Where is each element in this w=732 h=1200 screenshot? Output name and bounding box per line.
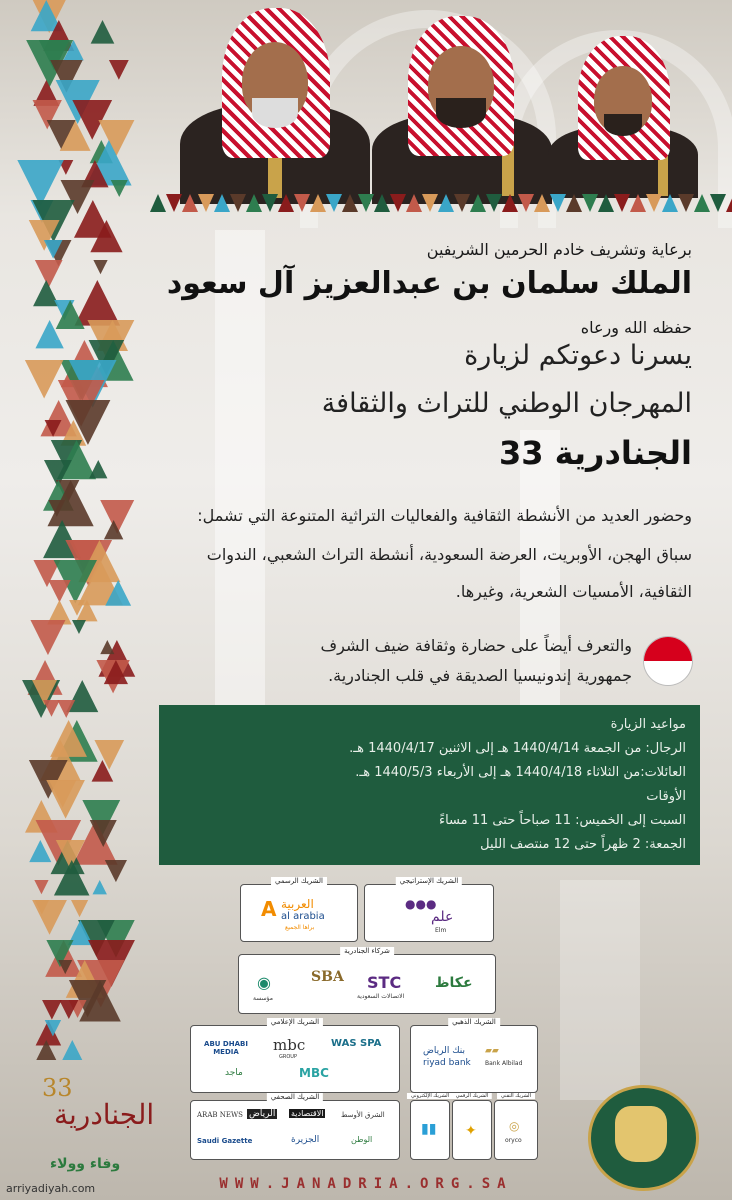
electronic-partner-caption: الشريك الإلكتروني	[407, 1093, 453, 1099]
decorative-triangle	[75, 280, 121, 326]
strategic-partner-caption: الشريك الإستراتيجي	[396, 877, 462, 885]
janadria-partners-box	[238, 947, 496, 1014]
decorative-triangle	[294, 194, 310, 212]
janadria-logo-slogan: وفاء وولاء	[50, 1156, 121, 1172]
janadria-logo	[32, 1072, 155, 1182]
oryco-icon: ◎	[509, 1119, 520, 1133]
press-partner-caption: الشريك الصحفي	[267, 1093, 323, 1101]
decorative-triangle	[694, 194, 710, 212]
spa-logo: WAS SPA	[331, 1038, 382, 1049]
decorative-triangle	[71, 900, 88, 917]
decorative-triangle	[518, 194, 534, 212]
official-partner-caption: الشريك الرسمي	[271, 877, 327, 885]
riyad-bank-logo-ar: بنك الرياض	[423, 1046, 466, 1056]
invite-text: يسرنا دعوتكم لزيارة	[464, 340, 692, 371]
background-pillar	[560, 880, 640, 1100]
janadria-logo-number: 33	[42, 1074, 73, 1102]
majid-logo: ماجد	[225, 1068, 243, 1078]
decorative-triangle	[166, 194, 182, 212]
asharq-alawsat-logo: الشرق الأوسط	[341, 1111, 385, 1119]
tech-partner-caption: الشريك التقني	[497, 1093, 535, 1099]
decorative-triangle	[358, 194, 374, 212]
decorative-triangle	[111, 180, 128, 197]
decorative-triangle	[502, 194, 518, 212]
source-credit: arriyadiyah.com	[6, 1182, 96, 1195]
decorative-triangle	[262, 194, 278, 212]
decorative-triangle	[35, 260, 63, 288]
org-logo: مؤسسة	[253, 995, 273, 1002]
decorative-triangle	[710, 194, 726, 212]
globe-icon: ◉	[257, 973, 271, 992]
decorative-triangle	[32, 900, 67, 935]
decorative-triangle	[182, 194, 198, 212]
decorative-triangle	[678, 194, 694, 212]
blessing-text: حفظه الله ورعاه	[580, 318, 692, 337]
official-partner-box	[240, 877, 358, 942]
mbc-logo-sub: GROUP	[279, 1054, 297, 1060]
decorative-triangle	[48, 580, 70, 602]
portrait-king	[180, 8, 370, 198]
festival-name: المهرجان الوطني للتراث والثقافة	[321, 388, 692, 419]
press-partner-box	[190, 1093, 400, 1160]
decorative-triangle	[598, 194, 614, 212]
decorative-triangle	[646, 194, 662, 212]
electronic-partner-icon: ▮▮	[421, 1121, 437, 1137]
portrait-prince	[548, 36, 698, 198]
activities-line-2: الثقافية، الأمسيات الشعرية، وغيرها.	[455, 582, 692, 601]
decorative-triangle	[422, 194, 438, 212]
decorative-triangle	[566, 194, 582, 212]
decorative-triangle	[246, 194, 262, 212]
aleqtisadiah-logo: الاقتصادية	[291, 1109, 324, 1118]
decorative-triangle	[614, 194, 630, 212]
decorative-triangle	[534, 194, 550, 212]
arab-news-logo: ARAB NEWS	[197, 1111, 243, 1119]
decorative-triangle	[454, 194, 470, 212]
digital-partner-caption: الشريك الرقمي	[452, 1093, 492, 1099]
decorative-triangle	[92, 880, 106, 894]
portrait-crown-prince	[372, 16, 552, 196]
schedule-weekdays: السبت إلى الخميس: 11 صباحاً حتى 11 مساءً	[438, 813, 686, 828]
saudi-gazette-logo: Saudi Gazette	[197, 1137, 253, 1145]
decorative-triangle	[100, 640, 114, 654]
decorative-triangle	[486, 194, 502, 212]
alriyadh-logo: الرياض	[249, 1109, 276, 1119]
decorative-triangle	[17, 160, 64, 207]
decorative-triangle	[109, 60, 129, 80]
alarabia-logo-en: al arabia	[281, 911, 325, 922]
decorative-triangle	[342, 194, 358, 212]
decorative-triangle	[93, 260, 107, 274]
janadria-logo-text: الجنادرية	[54, 1098, 155, 1131]
intro-text: برعاية وتشريف خادم الحرمين الشريفين	[426, 240, 692, 259]
decorative-triangle	[470, 194, 486, 212]
decorative-triangle	[25, 360, 64, 399]
decorative-triangle	[105, 860, 127, 882]
gold-partner-box	[410, 1018, 538, 1093]
mbc-m-logo: MBC	[299, 1066, 329, 1080]
riyad-bank-logo: riyad bank	[423, 1058, 471, 1068]
decorative-triangle	[42, 1000, 62, 1020]
decorative-triangle	[406, 194, 422, 212]
albilad-icon: ▰▰	[485, 1046, 499, 1056]
oryco-logo: oryco	[505, 1137, 522, 1144]
tech-partner-box	[494, 1093, 538, 1160]
decorative-triangle	[582, 194, 598, 212]
decorative-triangle	[662, 194, 678, 212]
alarabia-a-icon: A	[261, 897, 277, 921]
decorative-triangle	[30, 620, 65, 655]
decorative-triangle	[94, 740, 124, 770]
decorative-triangle	[630, 194, 646, 212]
decorative-triangle	[72, 620, 86, 634]
alwatan-logo: الوطن	[351, 1135, 373, 1144]
decorative-triangle	[46, 780, 85, 819]
king-name: الملك سلمان بن عبدالعزيز آل سعود	[166, 266, 692, 301]
edition-title: الجنادرية 33	[498, 434, 692, 472]
indonesia-flag	[643, 636, 693, 686]
activities-intro: وحضور العديد من الأنشطة الثقافية والفعاليات التراثية المتنوعة التي تشمل:	[197, 506, 692, 525]
website-url[interactable]: WWW.JANADRIA.ORG.SA	[219, 1176, 513, 1192]
mbc-logo: mbc	[273, 1036, 306, 1054]
janadria-partners-caption: شركاء الجنادرية	[340, 947, 394, 955]
media-partner-caption: الشريك الإعلامي	[267, 1018, 323, 1026]
schedule-times-title: الأوقات	[646, 789, 686, 804]
decorative-triangle-ribbon	[0, 0, 150, 1060]
decorative-triangle	[198, 194, 214, 212]
decorative-triangle-strip	[150, 186, 732, 216]
decorative-triangle	[550, 194, 566, 212]
decorative-triangle	[726, 194, 732, 212]
decorative-triangle	[150, 194, 166, 212]
aljazirah-logo: الجزيرة	[291, 1135, 320, 1145]
decorative-triangle	[230, 194, 246, 212]
electronic-partner-box	[410, 1093, 450, 1160]
strategic-partner-box	[364, 877, 494, 942]
elm-logo-en: Elm	[435, 927, 447, 934]
okaz-logo: عكاظ	[435, 975, 473, 991]
decorative-triangle	[214, 194, 230, 212]
decorative-triangle	[438, 194, 454, 212]
gold-partner-caption: الشريك الذهبي	[448, 1018, 500, 1026]
decorative-triangle	[310, 194, 326, 212]
emblem-map-icon	[615, 1106, 667, 1162]
schedule-friday: الجمعة: 2 ظهراً حتى 12 منتصف الليل	[480, 837, 686, 852]
stc-logo: STC	[367, 973, 402, 992]
schedule-title: مواعيد الزيارة	[610, 717, 686, 732]
digital-partner-box	[452, 1093, 492, 1160]
albilad-logo: Bank Albilad	[485, 1060, 523, 1067]
schedule-men: الرجال: من الجمعة 1440/4/14 هـ إلى الاثنين 1440/4/17 هـ.	[349, 741, 686, 756]
decorative-triangle	[89, 460, 107, 478]
sba-logo: SBA	[311, 969, 344, 985]
elm-dots-icon: ●●●	[405, 897, 437, 911]
abudhabi-media-logo: ABU DHABI MEDIA	[204, 1040, 248, 1056]
guest-line-1: والتعرف أيضاً على حضارة وثقافة ضيف الشرف	[320, 636, 632, 655]
schedule-families: العائلات:من الثلاثاء 1440/4/18 هـ إلى الأربعاء 1440/5/3 هـ.	[355, 765, 686, 780]
alarabia-logo-sub: براها الجميع	[285, 924, 315, 931]
schedule-box	[159, 705, 700, 865]
decorative-triangle	[278, 194, 294, 212]
alarabia-logo-ar: العربية	[281, 897, 314, 911]
stc-logo-sub: الاتصالات السعودية	[357, 993, 405, 1000]
activities-line-1: سباق الهجن، الأوبريت، العرضة السعودية، أنشطة التراث الشعبي، الندوات	[206, 545, 692, 564]
elm-logo: علم	[431, 909, 454, 925]
decorative-triangle	[374, 194, 390, 212]
decorative-triangle	[326, 194, 342, 212]
guest-line-2: جمهورية إندونيسيا الصديقة في قلب الجنادرية.	[328, 666, 632, 685]
digital-partner-icon: ✦	[465, 1123, 477, 1139]
decorative-triangle	[34, 880, 48, 894]
decorative-triangle	[390, 194, 406, 212]
media-partner-box	[190, 1018, 400, 1093]
decorative-triangle	[91, 20, 115, 44]
